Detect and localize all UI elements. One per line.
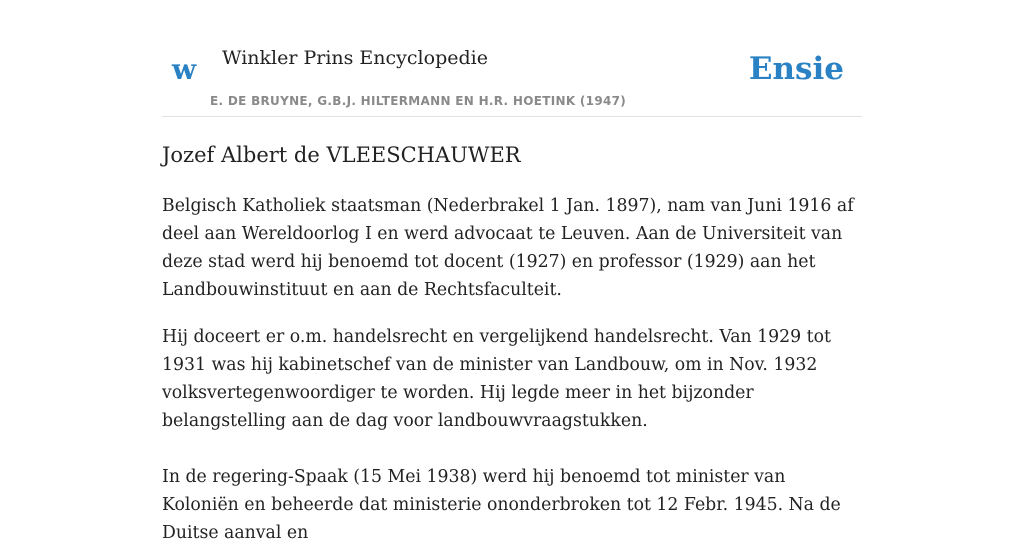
article-paragraph-2: Hij doceert er o.m. handelsrecht en vergelijkend handelsrecht. Van 1929 tot 1931 was hij kabinetschef van de minister van Landbouw, om in Nov. 1932 volksvertegenwoordiger te worden. Hij legde meer in het bijzonder belangstelling aan de dag voor landbouwvraagstukken. <box>162 327 831 431</box>
header <box>162 0 862 117</box>
source-authors: E. DE BRUYNE, G.B.J. HILTERMANN EN H.R. HOETINK (1947) <box>210 94 627 108</box>
article-paragraph-3: In de regering-Spaak (15 Mei 1938) werd hij benoemd tot minister van Koloniën en beheerde dat ministerie ononderbroken tot 12 Febr. 1945. Na de Duitse aanval en <box>162 467 841 543</box>
source-title-link[interactable]: Winkler Prins Encyclopedie <box>222 47 488 69</box>
article-title: Jozef Albert de VLEESCHAUWER <box>162 143 521 167</box>
source-logo-icon[interactable]: w <box>172 53 197 86</box>
brand-logo-link[interactable]: Ensie <box>748 51 844 87</box>
article-paragraph-1: Belgisch Katholiek staatsman (Nederbrakel 1 Jan. 1897), nam van Juni 1916 af deel aan Wereldoorlog I en werd advocaat te Leuven. Aan de Universiteit van deze stad werd hij benoemd tot docent (1927) en professor (1929) aan het Landbouwinstituut en aan de Rechtsfaculteit. <box>162 196 854 300</box>
